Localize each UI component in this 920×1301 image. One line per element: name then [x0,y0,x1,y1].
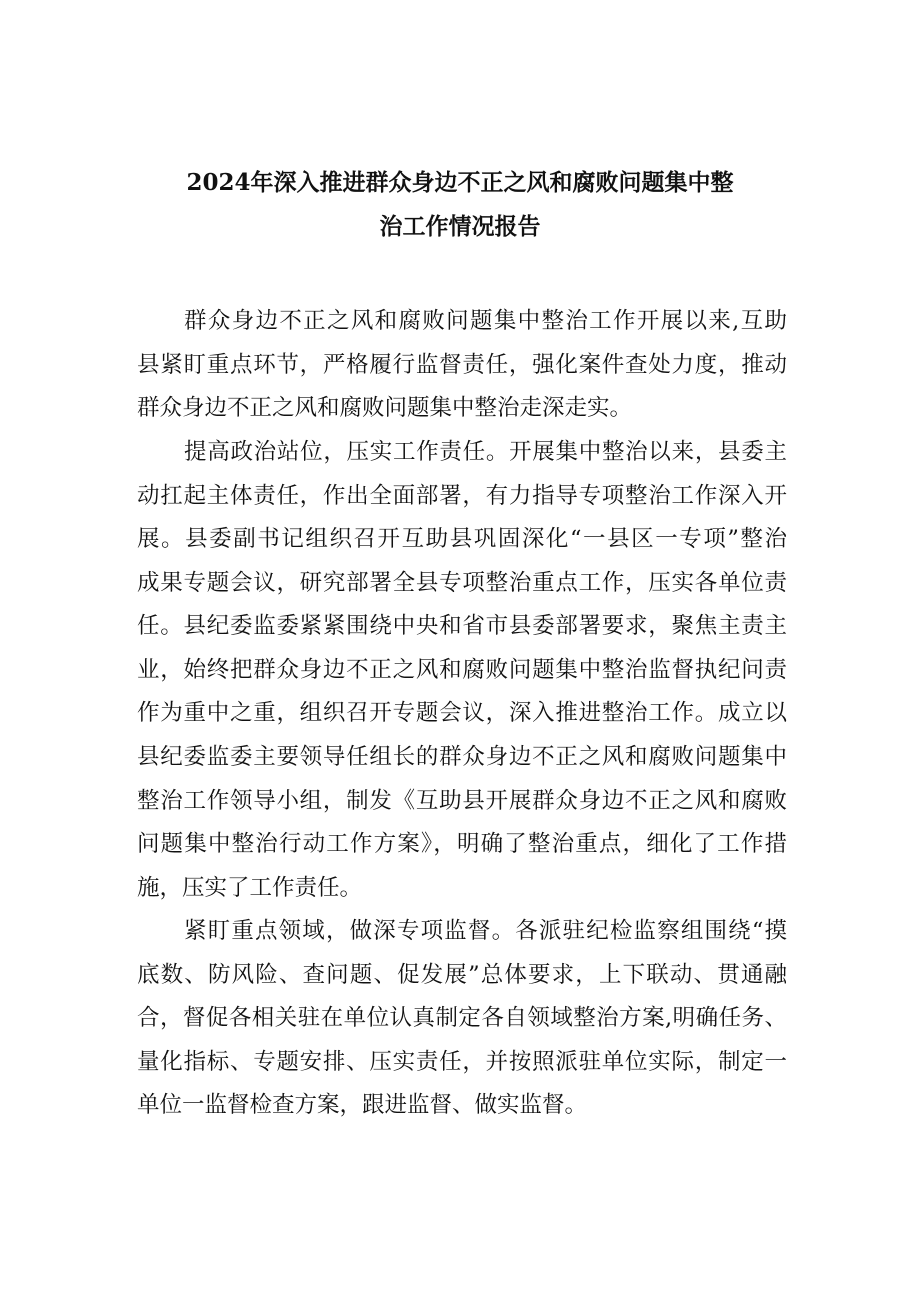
paragraph-line: 施，压实了工作责任。 [137,875,363,901]
paragraph-line: 量化指标、专题安排、压实责任，并按照派驻单位实际，制定一 [137,1049,787,1075]
paragraph-line: 整治工作领导小组，制发《互助县开展群众身边不正之风和腐败 [137,788,787,814]
document-title-line-2: 治工作情况报告 [379,213,541,240]
paragraph-line: 成果专题会议，研究部署全县专项整治重点工作，压实各单位责 [137,570,787,596]
paragraph-line: 动扛起主体责任，作出全面部署，有力指导专项整治工作深入开 [137,483,787,509]
paragraph-line: 县纪委监委主要领导任组长的群众身边不正之风和腐败问题集中 [137,744,787,770]
paragraph-line: 紧盯重点领域，做深专项监督。各派驻纪检监察组围绕“摸 [184,918,787,944]
paragraph-line: 问题集中整治行动工作方案》，明确了整治重点，细化了工作措 [137,831,787,857]
paragraph-line: 群众身边不正之风和腐败问题集中整治工作开展以来,互助 [184,308,787,334]
paragraph-line: 展。县委副书记组织召开互助县巩固深化“一县区一专项”整治 [137,526,787,552]
paragraph-line: 合，督促各相关驻在单位认真制定各自领域整治方案,明确任务、 [137,1005,787,1031]
paragraph-line: 底数、防风险、查问题、促发展”总体要求，上下联动、贯通融 [137,962,787,988]
paragraph-line: 单位一监督检查方案，跟进监督、做实监督。 [137,1092,588,1118]
paragraph-line: 任。县纪委监委紧紧围绕中央和省市县委部署要求，聚焦主责主 [137,613,787,639]
paragraph-line: 作为重中之重，组织召开专题会议，深入推进整治工作。成立以 [137,700,787,726]
paragraph-line: 县紧盯重点环节，严格履行监督责任，强化案件查处力度，推动 [137,352,787,378]
paragraph-line: 提高政治站位，压实工作责任。开展集中整治以来，县委主 [184,439,787,465]
paragraph-line: 群众身边不正之风和腐败问题集中整治走深走实。 [137,395,633,421]
paragraph-line: 业，始终把群众身边不正之风和腐败问题集中整治监督执纪问责 [137,657,787,683]
document-title-line-1: 2024年深入推进群众身边不正之风和腐败问题集中整 [186,169,734,196]
